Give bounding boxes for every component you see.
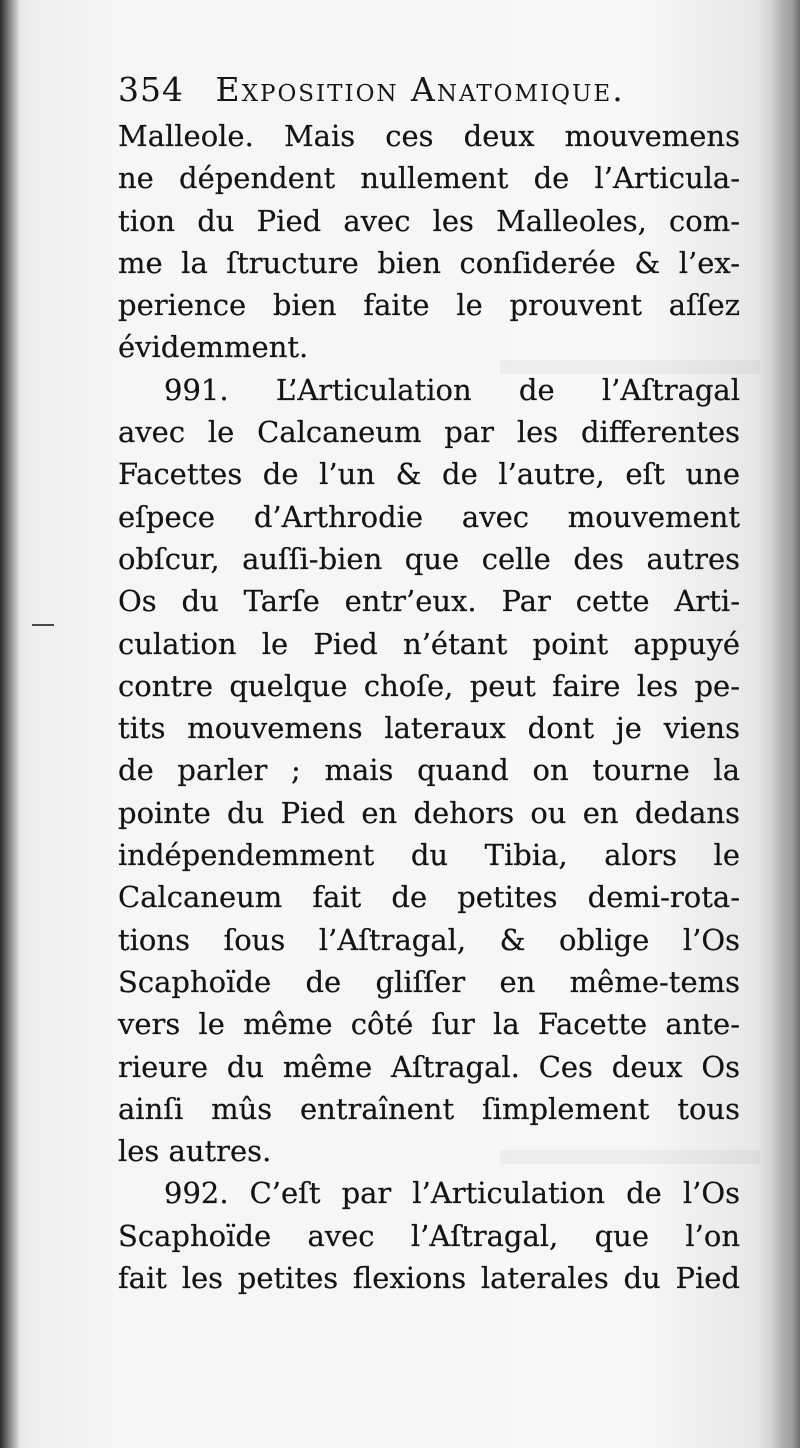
text-line: Facettes de l’un & de l’autre, eſt une: [118, 457, 740, 492]
text-line: Calcaneum fait de petites demi-rota-: [118, 880, 740, 915]
text-line: perience bien faite le prouvent aſſez: [118, 288, 740, 323]
text-line: Scaphoïde avec l’Aſtragal, que l’on: [118, 1218, 740, 1253]
text-line: Scaphoïde de gliſſer en même-tems: [118, 964, 740, 999]
text-line: 991. L’Articulation de l’Aſtragal: [164, 372, 740, 407]
running-header: [118, 70, 708, 114]
text-line: vers le même côté ſur la Facette ante-: [118, 1007, 740, 1042]
text-line: me la ſtructure bien conſiderée & l’ex-: [118, 245, 740, 280]
text-line: rieure du même Aſtragal. Ces deux Os: [118, 1049, 740, 1084]
margin-mark: [32, 624, 54, 626]
text-line: ne dépendent nullement de l’Articula-: [118, 161, 740, 196]
text-line: indépendemment du Tibia, alors le: [118, 838, 740, 873]
text-line: 992. C’eſt par l’Articulation de l’Os: [164, 1176, 740, 1211]
text-line: tions ſous l’Aſtragal, & oblige l’Os: [118, 922, 740, 957]
body-text: [118, 115, 740, 1299]
text-line: de parler ; mais quand on tourne la: [118, 753, 740, 788]
right-scan-edge: [772, 0, 800, 1448]
page-number: 354: [118, 70, 184, 109]
text-line: Malleole. Mais ces deux mouvemens: [118, 119, 740, 153]
text-line: tits mouvemens lateraux dont je viens: [118, 711, 740, 746]
running-title: Exposition Anatomique.: [215, 70, 625, 109]
text-line: les autres.: [118, 1134, 272, 1169]
text-line: eſpece d’Arthrodie avec mouvement: [118, 499, 740, 534]
text-line: culation le Pied n’étant point appuyé: [118, 626, 740, 661]
text-line: fait les petites flexions laterales du Pied: [118, 1261, 740, 1296]
text-line: pointe du Pied en dehors ou en dedans: [118, 795, 740, 830]
text-line: évidemment.: [118, 330, 309, 365]
text-line: contre quelque choſe, peut faire les pe-: [118, 668, 740, 703]
text-line: tion du Pied avec les Malleoles, com-: [118, 203, 740, 238]
left-scan-edge: [0, 0, 20, 1448]
text-line: obſcur, auſſi-bien que celle des autres: [118, 541, 740, 576]
text-line: ainſi mûs entraînent ſimplement tous: [118, 1091, 740, 1126]
text-line: avec le Calcaneum par les differentes: [118, 415, 740, 450]
text-line: Os du Tarſe entr’eux. Par cette Arti-: [118, 584, 740, 619]
